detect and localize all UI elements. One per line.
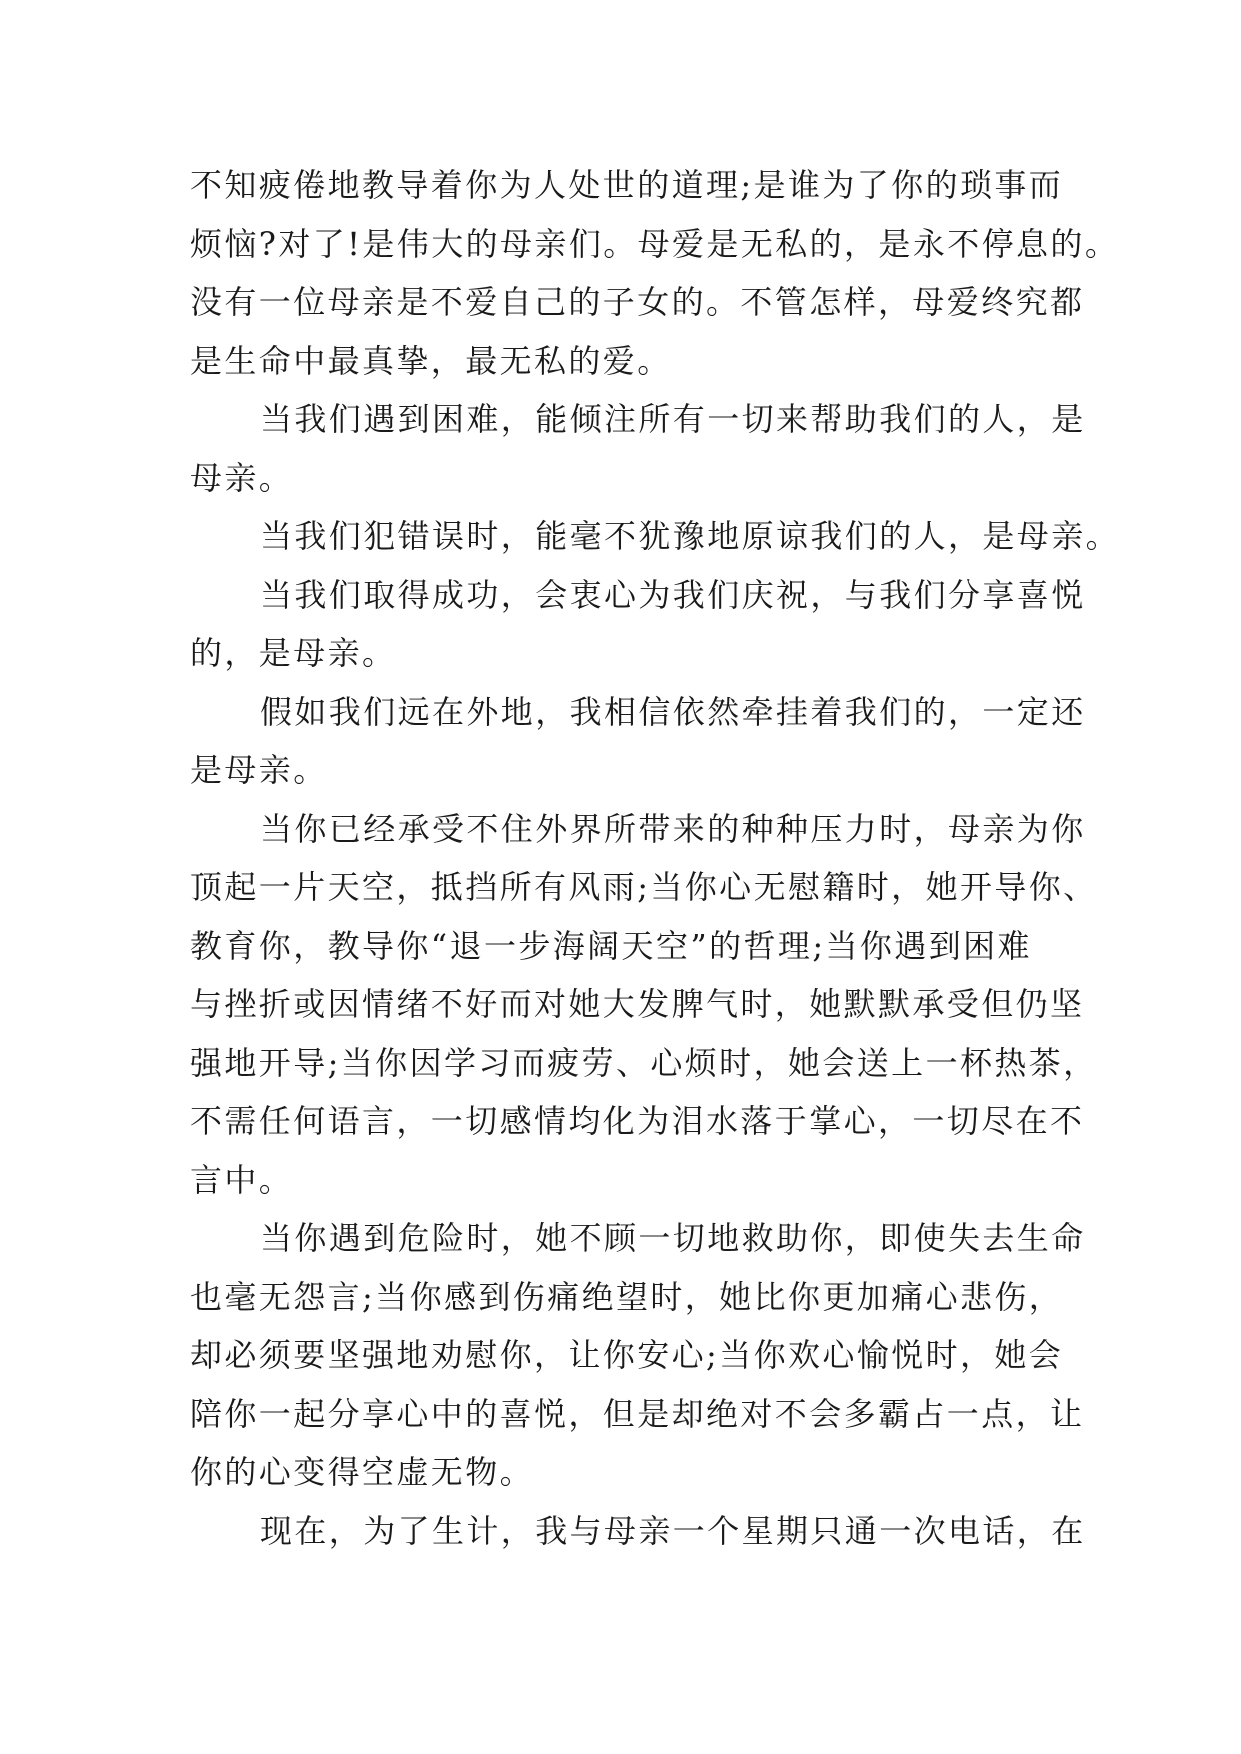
text-line: 当你已经承受不住外界所带来的种种压力时，母亲为你 xyxy=(260,809,1086,848)
text-line: 陪你一起分享心中的喜悦，但是却绝对不会多霸占一点，让 xyxy=(190,1394,1085,1433)
text-line: 顶起一片天空，抵挡所有风雨;当你心无慰籍时，她开导你、 xyxy=(190,868,1098,906)
text-line: 言中。 xyxy=(190,1160,294,1199)
text-line: 当我们遇到困难，能倾注所有一切来帮助我们的人，是 xyxy=(260,400,1086,438)
body-text xyxy=(190,156,1121,1560)
text-line: 母亲。 xyxy=(190,458,294,497)
text-line: 当你遇到危险时，她不顾一切地救助你，即使失去生命 xyxy=(260,1219,1086,1257)
text-line: 的，是母亲。 xyxy=(190,634,397,672)
text-line: 是生命中最真挚，最无私的爱。 xyxy=(190,341,672,380)
text-line: 假如我们远在外地，我相信依然牵挂着我们的，一定还 xyxy=(260,692,1086,731)
text-line: 教育你，教导你“退一步海阔天空”的哲理;当你遇到困难 xyxy=(190,926,1032,965)
text-line: 当我们犯错误时，能毫不犹豫地原谅我们的人，是母亲。 xyxy=(260,517,1121,555)
text-line: 不知疲倦地教导着你为人处世的道理;是谁为了你的琐事而 xyxy=(190,166,1064,204)
text-line: 当我们取得成功，会衷心为我们庆祝，与我们分享喜悦 xyxy=(260,575,1086,614)
text-line: 现在，为了生计，我与母亲一个星期只通一次电话，在 xyxy=(260,1511,1086,1550)
text-line: 没有一位母亲是不爱自己的子女的。不管怎样，母爱终究都 xyxy=(190,283,1085,321)
text-line: 不需任何语言，一切感情均化为泪水落于掌心，一切尽在不 xyxy=(190,1102,1085,1140)
text-line: 也毫无怨言;当你感到伤痛绝望时，她比你更加痛心悲伤， xyxy=(190,1277,1064,1316)
text-line: 却必须要坚强地劝慰你，让你安心;当你欢心愉悦时，她会 xyxy=(190,1336,1064,1374)
text-line: 烦恼?对了!是伟大的母亲们。母爱是无私的，是永不停息的。 xyxy=(190,224,1120,263)
text-line: 与挫折或因情绪不好而对她大发脾气时，她默默承受但仍坚 xyxy=(190,985,1085,1023)
text-line: 你的心变得空虚无物。 xyxy=(190,1453,535,1491)
text-line: 强地开导;当你因学习而疲劳、心烦时，她会送上一杯热茶， xyxy=(190,1043,1098,1082)
text-line: 是母亲。 xyxy=(190,751,328,789)
